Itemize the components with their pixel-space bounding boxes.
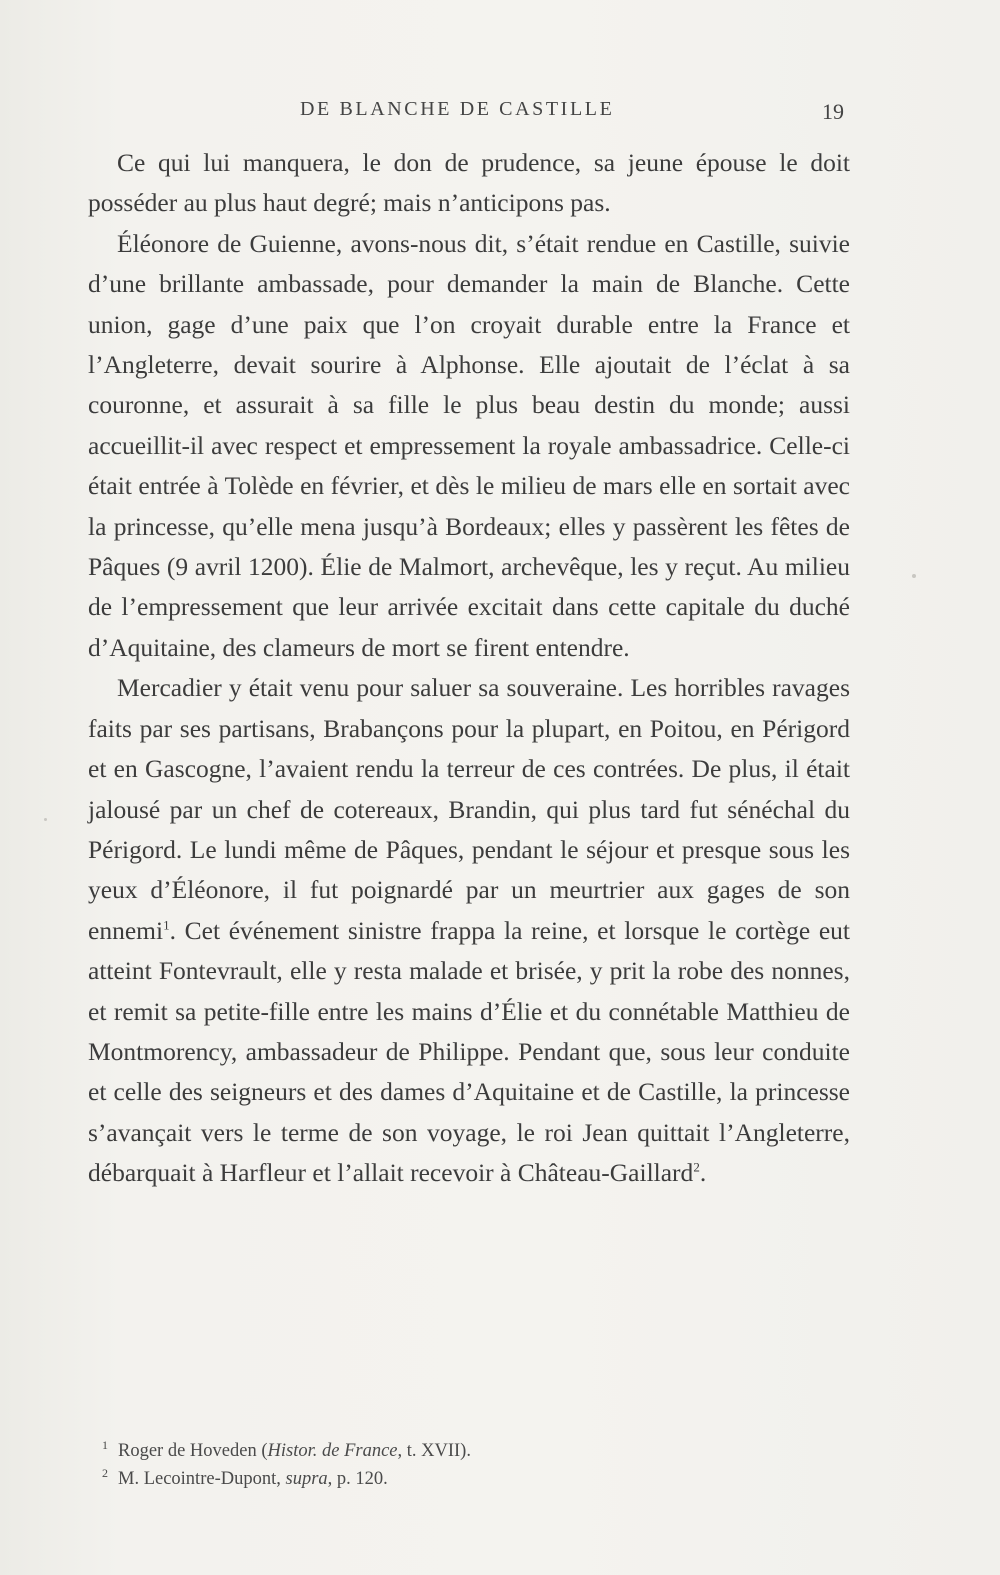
footnote-mark: 2 <box>102 1465 108 1480</box>
footnote-text: M. Lecointre-Dupont, <box>118 1469 286 1489</box>
footnote-text: , t. XVII). <box>397 1441 471 1461</box>
footnote <box>102 1465 662 1493</box>
paragraph <box>88 668 850 1193</box>
footnote-mark: 1 <box>102 1437 108 1452</box>
footnotes <box>102 1437 662 1493</box>
paper-speck <box>44 818 47 821</box>
footnote-text: Roger de Hoveden ( <box>118 1441 268 1461</box>
paragraph <box>88 224 850 668</box>
paragraph-text: Ce qui lui manquera, le don de prudence, sa jeune épouse le doit posséder au plus haut degré; mais n’anticipons pas. <box>88 148 850 218</box>
footnote-italic-title: supra <box>285 1469 328 1489</box>
paragraph <box>88 143 850 224</box>
body-text <box>88 143 850 1194</box>
paragraph-text: . <box>699 1158 707 1188</box>
running-title: DE BLANCHE DE CASTILLE <box>300 98 615 120</box>
paragraph-text: Éléonore de Guienne, avons-nous dit, s’était rendue en Castille, suivie d’une brillante ambassade, pour demander la main de Blanche. Cette union, gage d’une paix que l’on croyait durable entre la France et l’Angleterre, devait sourire à Alphonse. Elle ajoutait de l’éclat à sa couronne, et assurait à sa fille le plus beau destin du monde; aussi accueillit-il avec respect et empressement la royale ambassadrice. Celle-ci était entrée à Tolède en février, et dès le milieu de mars elle en sortait avec la princesse, qu’elle mena jusqu’à Bordeaux; elles y passèrent les fêtes de Pâques (9 avril 1200). Élie de Malmort, archevêque, les y reçut. Au milieu de l’empressement que leur arrivée excitait dans cette capitale du duché d’Aquitaine, des clameurs de mort se firent entendre. <box>88 228 850 662</box>
footnote-italic-title: Histor. de France <box>267 1441 398 1461</box>
page-number: 19 <box>822 99 844 124</box>
footnote-reference[interactable]: 2 <box>693 1159 700 1175</box>
paragraph-text: Mercadier y était venu pour saluer sa souveraine. Les horribles ravages faits par ses partisans, Brabançons pour la plupart, en Poitou, en Périgord et en Gascogne, l’avaient rendu la terreur de ces contrées. De plus, il était jalousé par un chef de cotereaux, Brandin, qui plus tard fut sénéchal du Périgord. Le lundi même de Pâques, pendant le séjour et presque sous les yeux d’Éléonore, il fut poignardé par un meurtrier aux gages de son ennemi <box>88 673 850 945</box>
paragraph-text: . Cet événement sinistre frappa la reine, et lorsque le cortège eut atteint Fontevrault, elle y resta malade et brisée, y prit la robe des nonnes, et remit sa petite-fille entre les mains d’Élie et du connétable Matthieu de Montmorency, ambassadeur de Philippe. Pendant que, sous leur conduite et celle des seigneurs et des dames d’Aquitaine et de Castille, la princesse s’avançait vers le terme de son voyage, le roi Jean quittait l’Angleterre, débarquait à Harfleur et l’allait recevoir à Château-Gaillard <box>88 915 850 1188</box>
footnote <box>102 1437 662 1465</box>
footnote-text: , p. 120. <box>327 1469 388 1489</box>
footnote-reference[interactable]: 1 <box>163 917 170 933</box>
paper-speck <box>912 574 916 578</box>
